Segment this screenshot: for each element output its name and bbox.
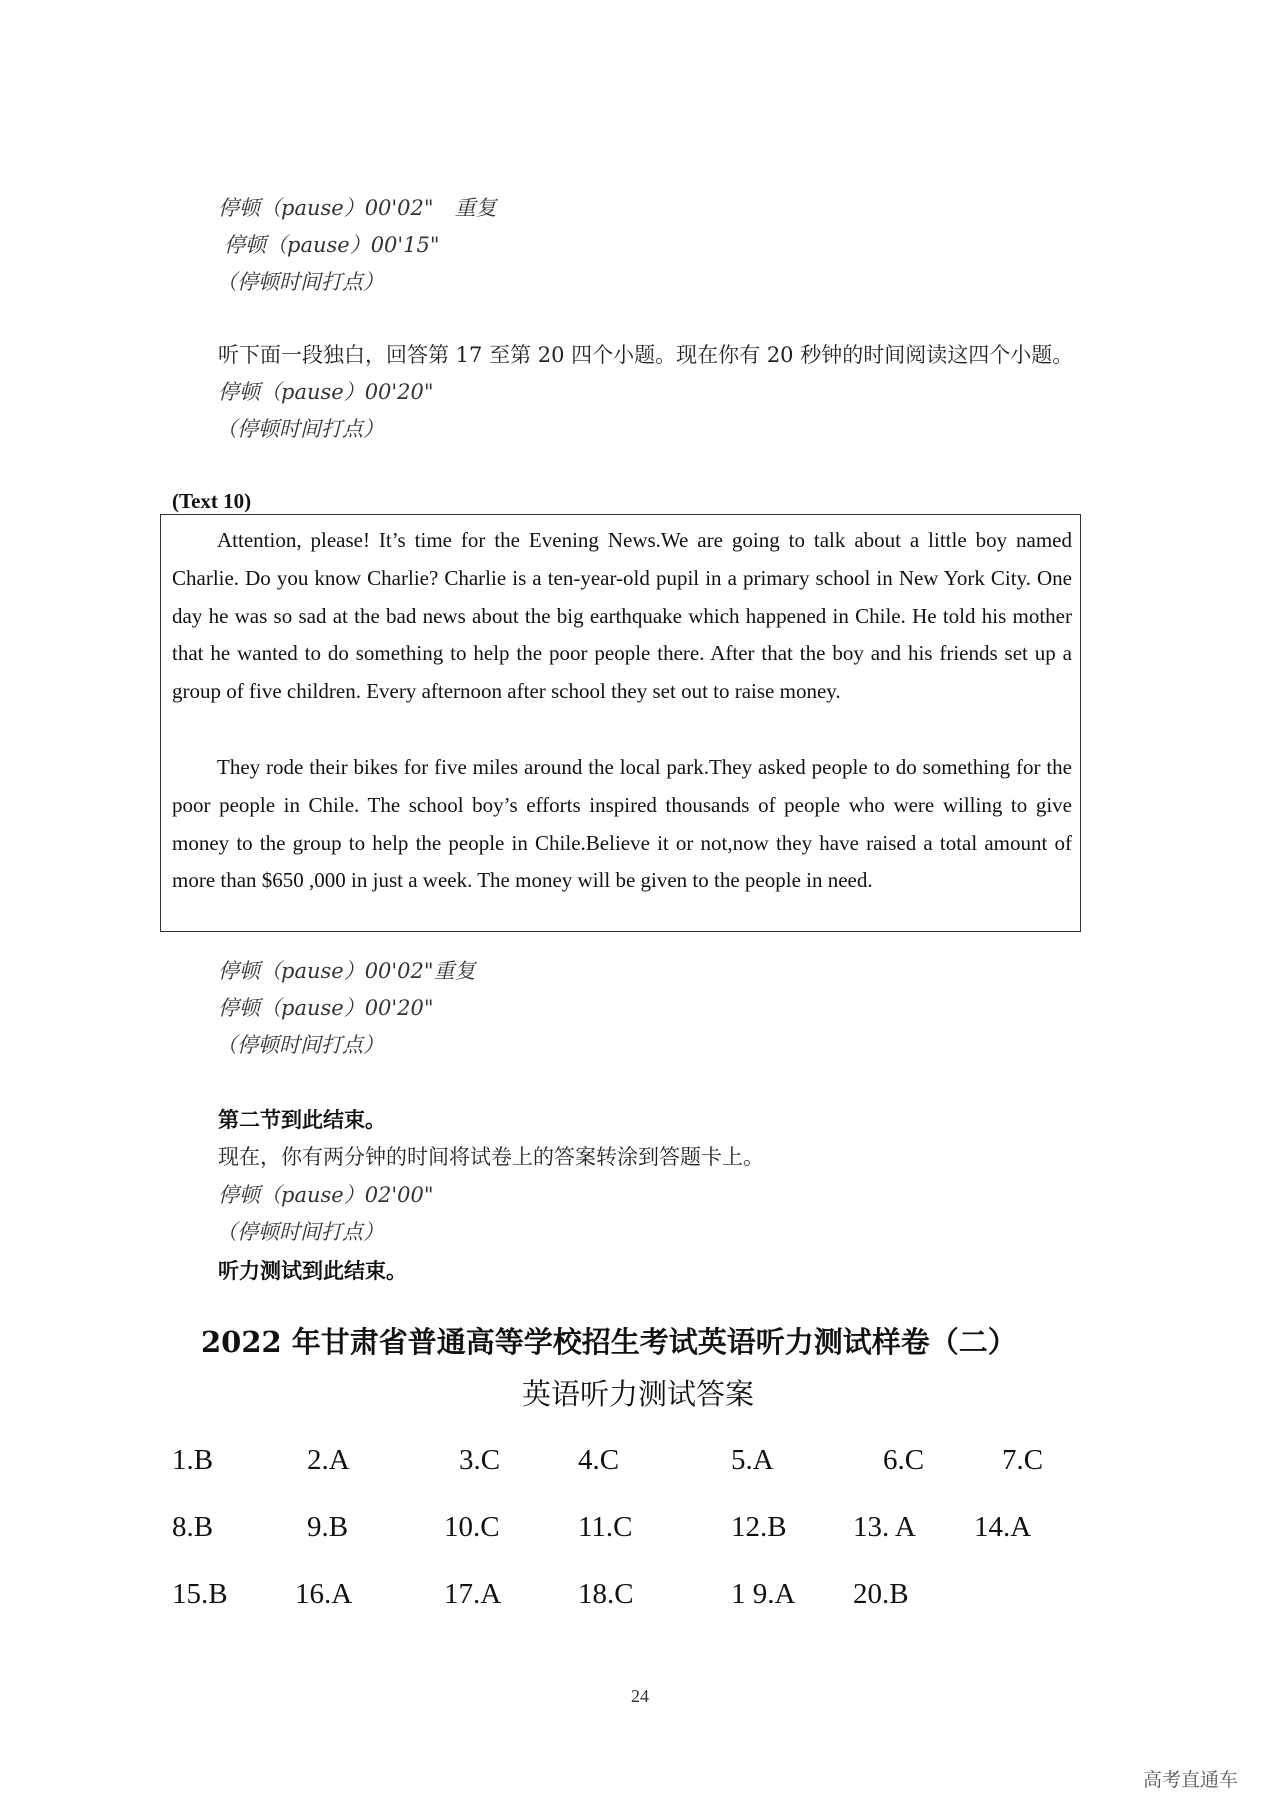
answer-item: 14.A — [974, 1511, 1032, 1543]
test-end: 听力测试到此结束。 — [218, 1258, 407, 1283]
answer-item: 2.A — [307, 1444, 350, 1476]
page-number: 24 — [631, 1686, 649, 1706]
answer-item: 16.A — [295, 1578, 353, 1610]
answer-item: 4.C — [578, 1444, 620, 1476]
answer-item: 12.B — [731, 1511, 787, 1543]
pause-line-6: 停顿（pause）02'00" — [218, 1183, 434, 1207]
answer-item: 3.C — [459, 1444, 501, 1476]
pause-line-5: 停顿（pause）00'20" — [218, 996, 434, 1020]
answer-item: 6.C — [883, 1444, 925, 1476]
answer-item: 1 9.A — [731, 1578, 796, 1610]
pause-line-2: 停顿（pause）00'15" — [224, 233, 440, 257]
transfer-instruction: 现在，你有两分钟的时间将试卷上的答案转涂到答题卡上。 — [218, 1145, 764, 1169]
pause-line-3: 停顿（pause）00'20" — [218, 380, 434, 404]
answer-item: 1.B — [172, 1444, 214, 1476]
answer-item: 8.B — [172, 1511, 214, 1543]
answer-item: 13. A — [853, 1511, 916, 1543]
time-mark-2: （停顿时间打点） — [216, 417, 384, 441]
answer-subtitle: 英语听力测试答案 — [522, 1377, 755, 1411]
text-10-paragraph-2: They rode their bikes for five miles around the local park.They asked people to do something for the poor people in Chile. The school boy’s efforts inspired thousands of people who were willing to give money to the group to help the people in Chile.Believe it or not,now they have raised a total amount of more than $650 ,000 in just a week. The money will be given to the people in need. — [172, 755, 1072, 893]
answer-item: 11.C — [578, 1511, 633, 1543]
answer-item: 10.C — [444, 1511, 500, 1543]
time-mark-4: （停顿时间打点） — [216, 1220, 384, 1244]
text-10-paragraph-1: Attention, please! It’s time for the Evening News.We are going to talk about a little boy named Charlie. Do you know Charlie? Charlie is a ten-year-old pupil in a primary school in New York City. One day he was so sad at the bad news about the big earthquake which happened in Chile. He told his mother that he wanted to do something to help the poor people there. After that the boy and his friends set up a group of five children. Every afternoon after school they set out to raise money. — [172, 528, 1072, 704]
text-10-label: (Text 10) — [172, 489, 252, 513]
answer-item: 15.B — [172, 1578, 228, 1610]
answer-item: 20.B — [853, 1578, 909, 1610]
answer-item: 18.C — [578, 1578, 634, 1610]
instruction-line: 听下面一段独白，回答第 17 至第 20 四个小题。现在你有 20 秒钟的时间阅读这四个小题。 — [218, 343, 1074, 367]
time-mark-3: （停顿时间打点） — [216, 1033, 384, 1057]
answer-item: 5.A — [731, 1444, 774, 1476]
answer-item: 7.C — [1002, 1444, 1044, 1476]
answer-item: 17.A — [444, 1578, 502, 1610]
answer-title: 2022 年甘肃省普通高等学校招生考试英语听力测试样卷（二） — [201, 1325, 1017, 1359]
watermark: 高考直通车 — [1143, 1769, 1239, 1791]
pause-line-4: 停顿（pause）00'02"重复 — [218, 959, 476, 983]
pause-line-1: 停顿（pause）00'02" 重复 — [218, 196, 497, 220]
time-mark-1: （停顿时间打点） — [216, 270, 384, 294]
section-end: 第二节到此结束。 — [218, 1107, 386, 1132]
answer-item: 9.B — [307, 1511, 349, 1543]
